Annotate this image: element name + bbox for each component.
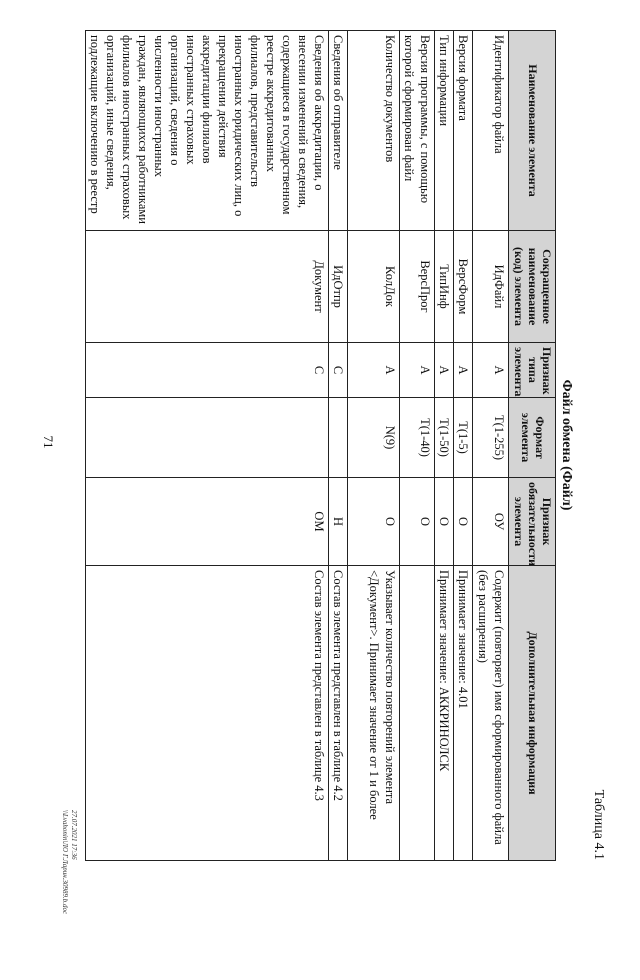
table-row — [329, 31, 348, 861]
cell-required: О — [400, 478, 435, 566]
header-type: Признак типа элемента — [509, 343, 556, 398]
footer-timestamp: 27.07.2021 17:36 — [70, 810, 78, 860]
header-name: Наименование элемента — [509, 31, 556, 231]
cell-name: Количество документов — [348, 31, 400, 231]
header-required: Признак обязательности элемента — [509, 478, 556, 566]
cell-required: Н — [329, 478, 348, 566]
cell-info: Состав элемента представлен в таблице 4.3 — [86, 566, 329, 861]
table-caption: Файл обмена (Файл) — [559, 379, 574, 511]
header-code: Сокращенное наименование (код) элемента — [509, 231, 556, 343]
table-header-row — [509, 31, 556, 861]
cell-name: Версия формата — [454, 31, 473, 231]
rotated-page-content — [88, 30, 608, 860]
cell-format — [86, 398, 329, 478]
cell-code: ИдОтпр — [329, 231, 348, 343]
footer-note — [48, 810, 78, 980]
cell-type: А — [348, 343, 400, 398]
cell-info: Состав элемента представлен в таблице 4.2 — [329, 566, 348, 861]
cell-type: А — [435, 343, 454, 398]
cell-code: ВерсФорм — [454, 231, 473, 343]
cell-type: А — [473, 343, 509, 398]
cell-code: ТипИнф — [435, 231, 454, 343]
elements-table — [85, 30, 556, 861]
cell-required: О — [348, 478, 400, 566]
cell-name: Сведения об отправителе — [329, 31, 348, 231]
cell-format: T(1-5) — [454, 398, 473, 478]
cell-required: О — [435, 478, 454, 566]
cell-type: А — [400, 343, 435, 398]
cell-code: ВерсПрог — [400, 231, 435, 343]
cell-info: Принимает значение: 4.01 — [454, 566, 473, 861]
cell-code: ИдФайл — [473, 231, 509, 343]
cell-code: Документ — [86, 231, 329, 343]
footer-file-path: \\Lvahonin\ЛО Г.Ларин.30989.b.doc — [61, 810, 70, 915]
header-info: Дополнительная информация — [509, 566, 556, 861]
page-number: 71 — [41, 435, 56, 449]
table-row — [454, 31, 473, 861]
cell-info: Указывает количество повторений элемента <Документ>. Принимает значение от 1 и более — [348, 566, 400, 861]
cell-name: Идентификатор файла — [473, 31, 509, 231]
cell-format: T(1-40) — [400, 398, 435, 478]
cell-info: Принимает значение: АККРИНОЛСК — [435, 566, 454, 861]
cell-info — [400, 566, 435, 861]
cell-format — [329, 398, 348, 478]
cell-info: Содержит (повторяет) имя сформированного файла (без расширения) — [473, 566, 509, 861]
table-row — [473, 31, 509, 861]
cell-type: С — [86, 343, 329, 398]
cell-required: О — [454, 478, 473, 566]
cell-type: А — [454, 343, 473, 398]
cell-required: ОМ — [86, 478, 329, 566]
cell-code: КолДок — [348, 231, 400, 343]
cell-required: ОУ — [473, 478, 509, 566]
cell-type: С — [329, 343, 348, 398]
header-format: Формат элемента — [509, 398, 556, 478]
cell-name: Сведения об аккредитации, о внесении изменений в сведения, содержащиеся в государственном реестре аккредитованных филиалов, представительств иностранных юридических лиц, о прекращении действия аккредитации филиалов иностранных страховых организаций, сведения о численности иностранных граждан, являющихся работниками филиалов иностранных страховых организаций, иные сведения, подлежащие включению в реестр — [86, 31, 329, 231]
table-row — [86, 31, 329, 861]
table-row — [400, 31, 435, 861]
table-row — [435, 31, 454, 861]
cell-format: T(1-50) — [435, 398, 454, 478]
cell-format: T(1-255) — [473, 398, 509, 478]
table-row — [348, 31, 400, 861]
cell-name: Версия программы, с помощью которой сформирован файл — [400, 31, 435, 231]
table-label: Таблица 4.1 — [591, 789, 606, 860]
cell-format: N(9) — [348, 398, 400, 478]
cell-name: Тип информации — [435, 31, 454, 231]
